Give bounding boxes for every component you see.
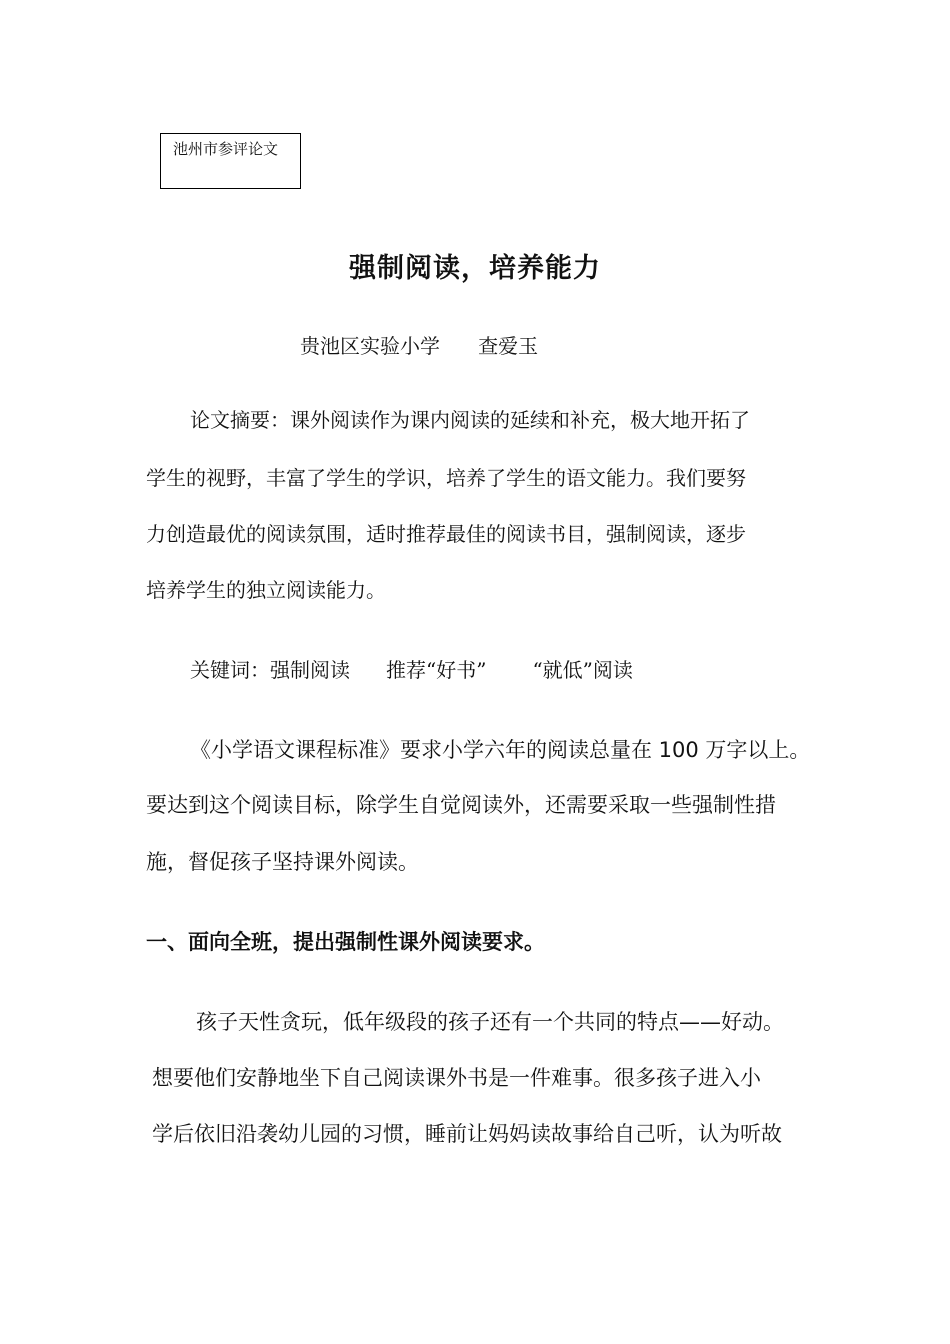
section-body-line: 想要他们安静地坐下自己阅读课外书是一件难事。很多孩子进入小 <box>152 1066 761 1090</box>
keyword-item: “就低”阅读 <box>532 658 633 682</box>
keywords-line <box>190 660 633 680</box>
author-line <box>300 330 538 359</box>
keywords-label: 关键词： <box>190 658 270 682</box>
review-label-box <box>160 133 301 189</box>
abstract-line: 学生的视野，丰富了学生的学识，培养了学生的语文能力。我们要努 <box>146 466 746 490</box>
section-body-line: 孩子天性贪玩，低年级段的孩子还有一个共同的特点——好动。 <box>196 1010 784 1034</box>
paper-title: 强制阅读，培养能力 <box>349 253 601 284</box>
author-name: 查爱玉 <box>478 334 539 358</box>
section-body-line: 学后依旧沿袭幼儿园的习惯，睡前让妈妈读故事给自己听，认为听故 <box>152 1122 782 1146</box>
keyword-item: 强制阅读 <box>270 658 350 682</box>
intro-line: 施，督促孩子坚持课外阅读。 <box>146 850 419 874</box>
abstract-line: 论文摘要：课外阅读作为课内阅读的延续和补充，极大地开拓了 <box>190 408 750 432</box>
abstract-line: 力创造最优的阅读氛围，适时推荐最佳的阅读书目，强制阅读，逐步 <box>146 522 746 546</box>
keyword-item: 推荐“好书” <box>386 658 487 682</box>
section-heading: 一、面向全班，提出强制性课外阅读要求。 <box>146 930 545 954</box>
author-school: 贵池区实验小学 <box>300 334 440 358</box>
intro-line: 要达到这个阅读目标，除学生自觉阅读外，还需要采取一些强制性措 <box>146 793 776 817</box>
intro-line: 《小学语文课程标准》要求小学六年的阅读总量在 100 万字以上。 <box>190 738 811 762</box>
review-label-text: 池州市参评论文 <box>173 140 279 158</box>
abstract-line: 培养学生的独立阅读能力。 <box>146 578 386 602</box>
